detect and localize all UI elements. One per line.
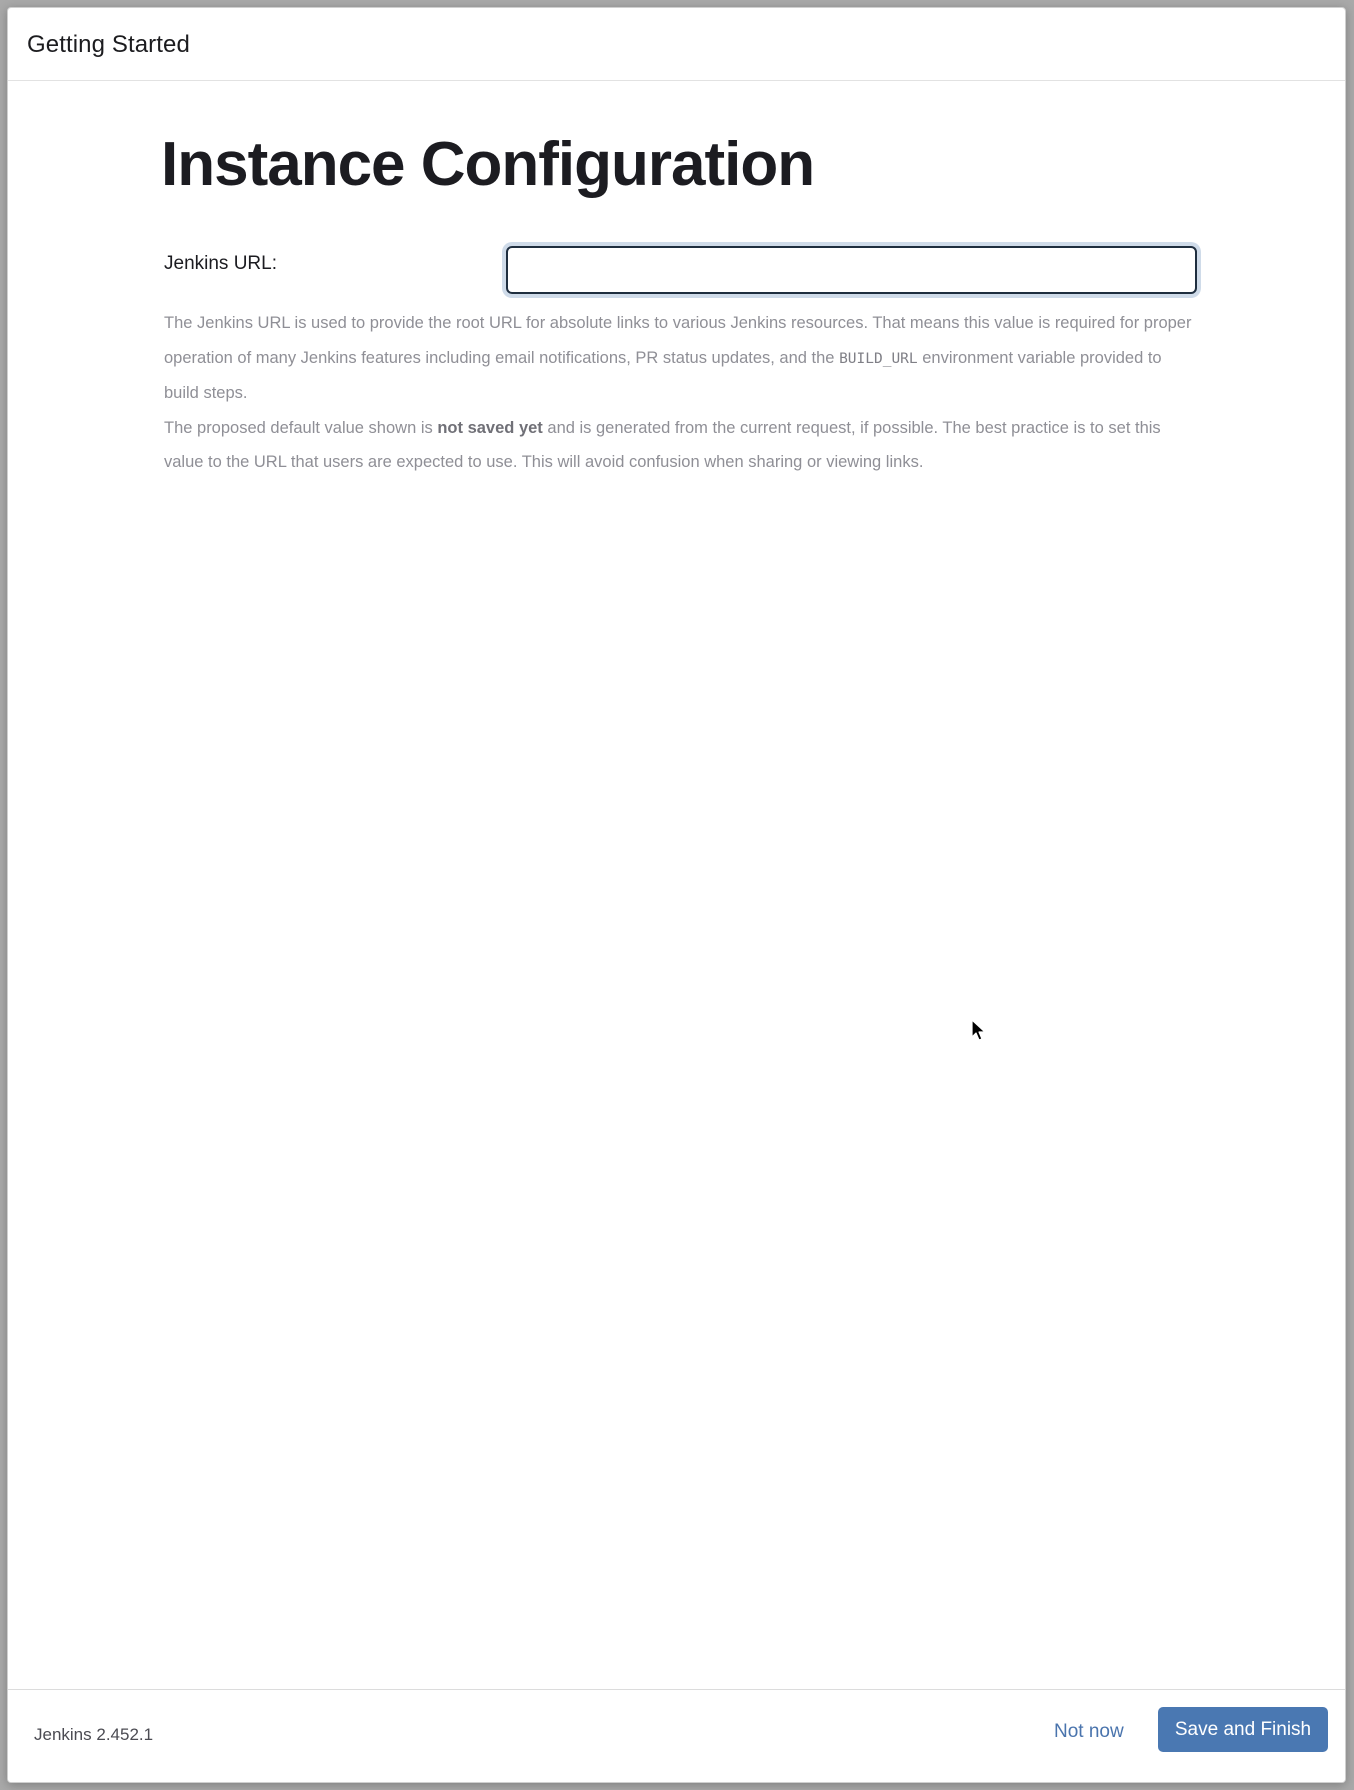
help-paragraph-1: [164, 306, 1194, 411]
save-and-finish-button[interactable]: Save and Finish: [1158, 1707, 1328, 1752]
jenkins-url-label: Jenkins URL:: [164, 253, 277, 274]
build-url-code: BUILD_URL: [839, 350, 918, 367]
mouse-pointer-icon: [971, 1019, 987, 1043]
jenkins-version: Jenkins 2.452.1: [34, 1725, 154, 1744]
help-text: environment variable provided to build steps.: [164, 348, 1162, 402]
dialog-header: [8, 8, 1345, 81]
help-text: The Jenkins URL is used to provide the root URL for absolute links to various Jenkins resources. That means this value is required for proper operation of many Jenkins features including email notifications, PR status updates, and the: [164, 314, 1192, 367]
page-title: Instance Configuration: [161, 130, 815, 199]
dialog-footer: [8, 1689, 1345, 1782]
help-text: The proposed default value shown is: [164, 418, 438, 437]
jenkins-url-help: [164, 306, 1194, 480]
setup-wizard-window: [7, 7, 1346, 1783]
help-paragraph-2: [164, 411, 1194, 480]
not-now-button[interactable]: Not now: [1054, 1721, 1124, 1742]
header-title: Getting Started: [27, 31, 190, 58]
jenkins-url-input[interactable]: [506, 246, 1197, 294]
help-text: and is generated from the current request, if possible. The best practice is to set this value to the URL that users are expected to use. This will avoid confusion when sharing or viewing links.: [164, 418, 1161, 471]
not-saved-yet-emphasis: not saved yet: [437, 418, 543, 437]
